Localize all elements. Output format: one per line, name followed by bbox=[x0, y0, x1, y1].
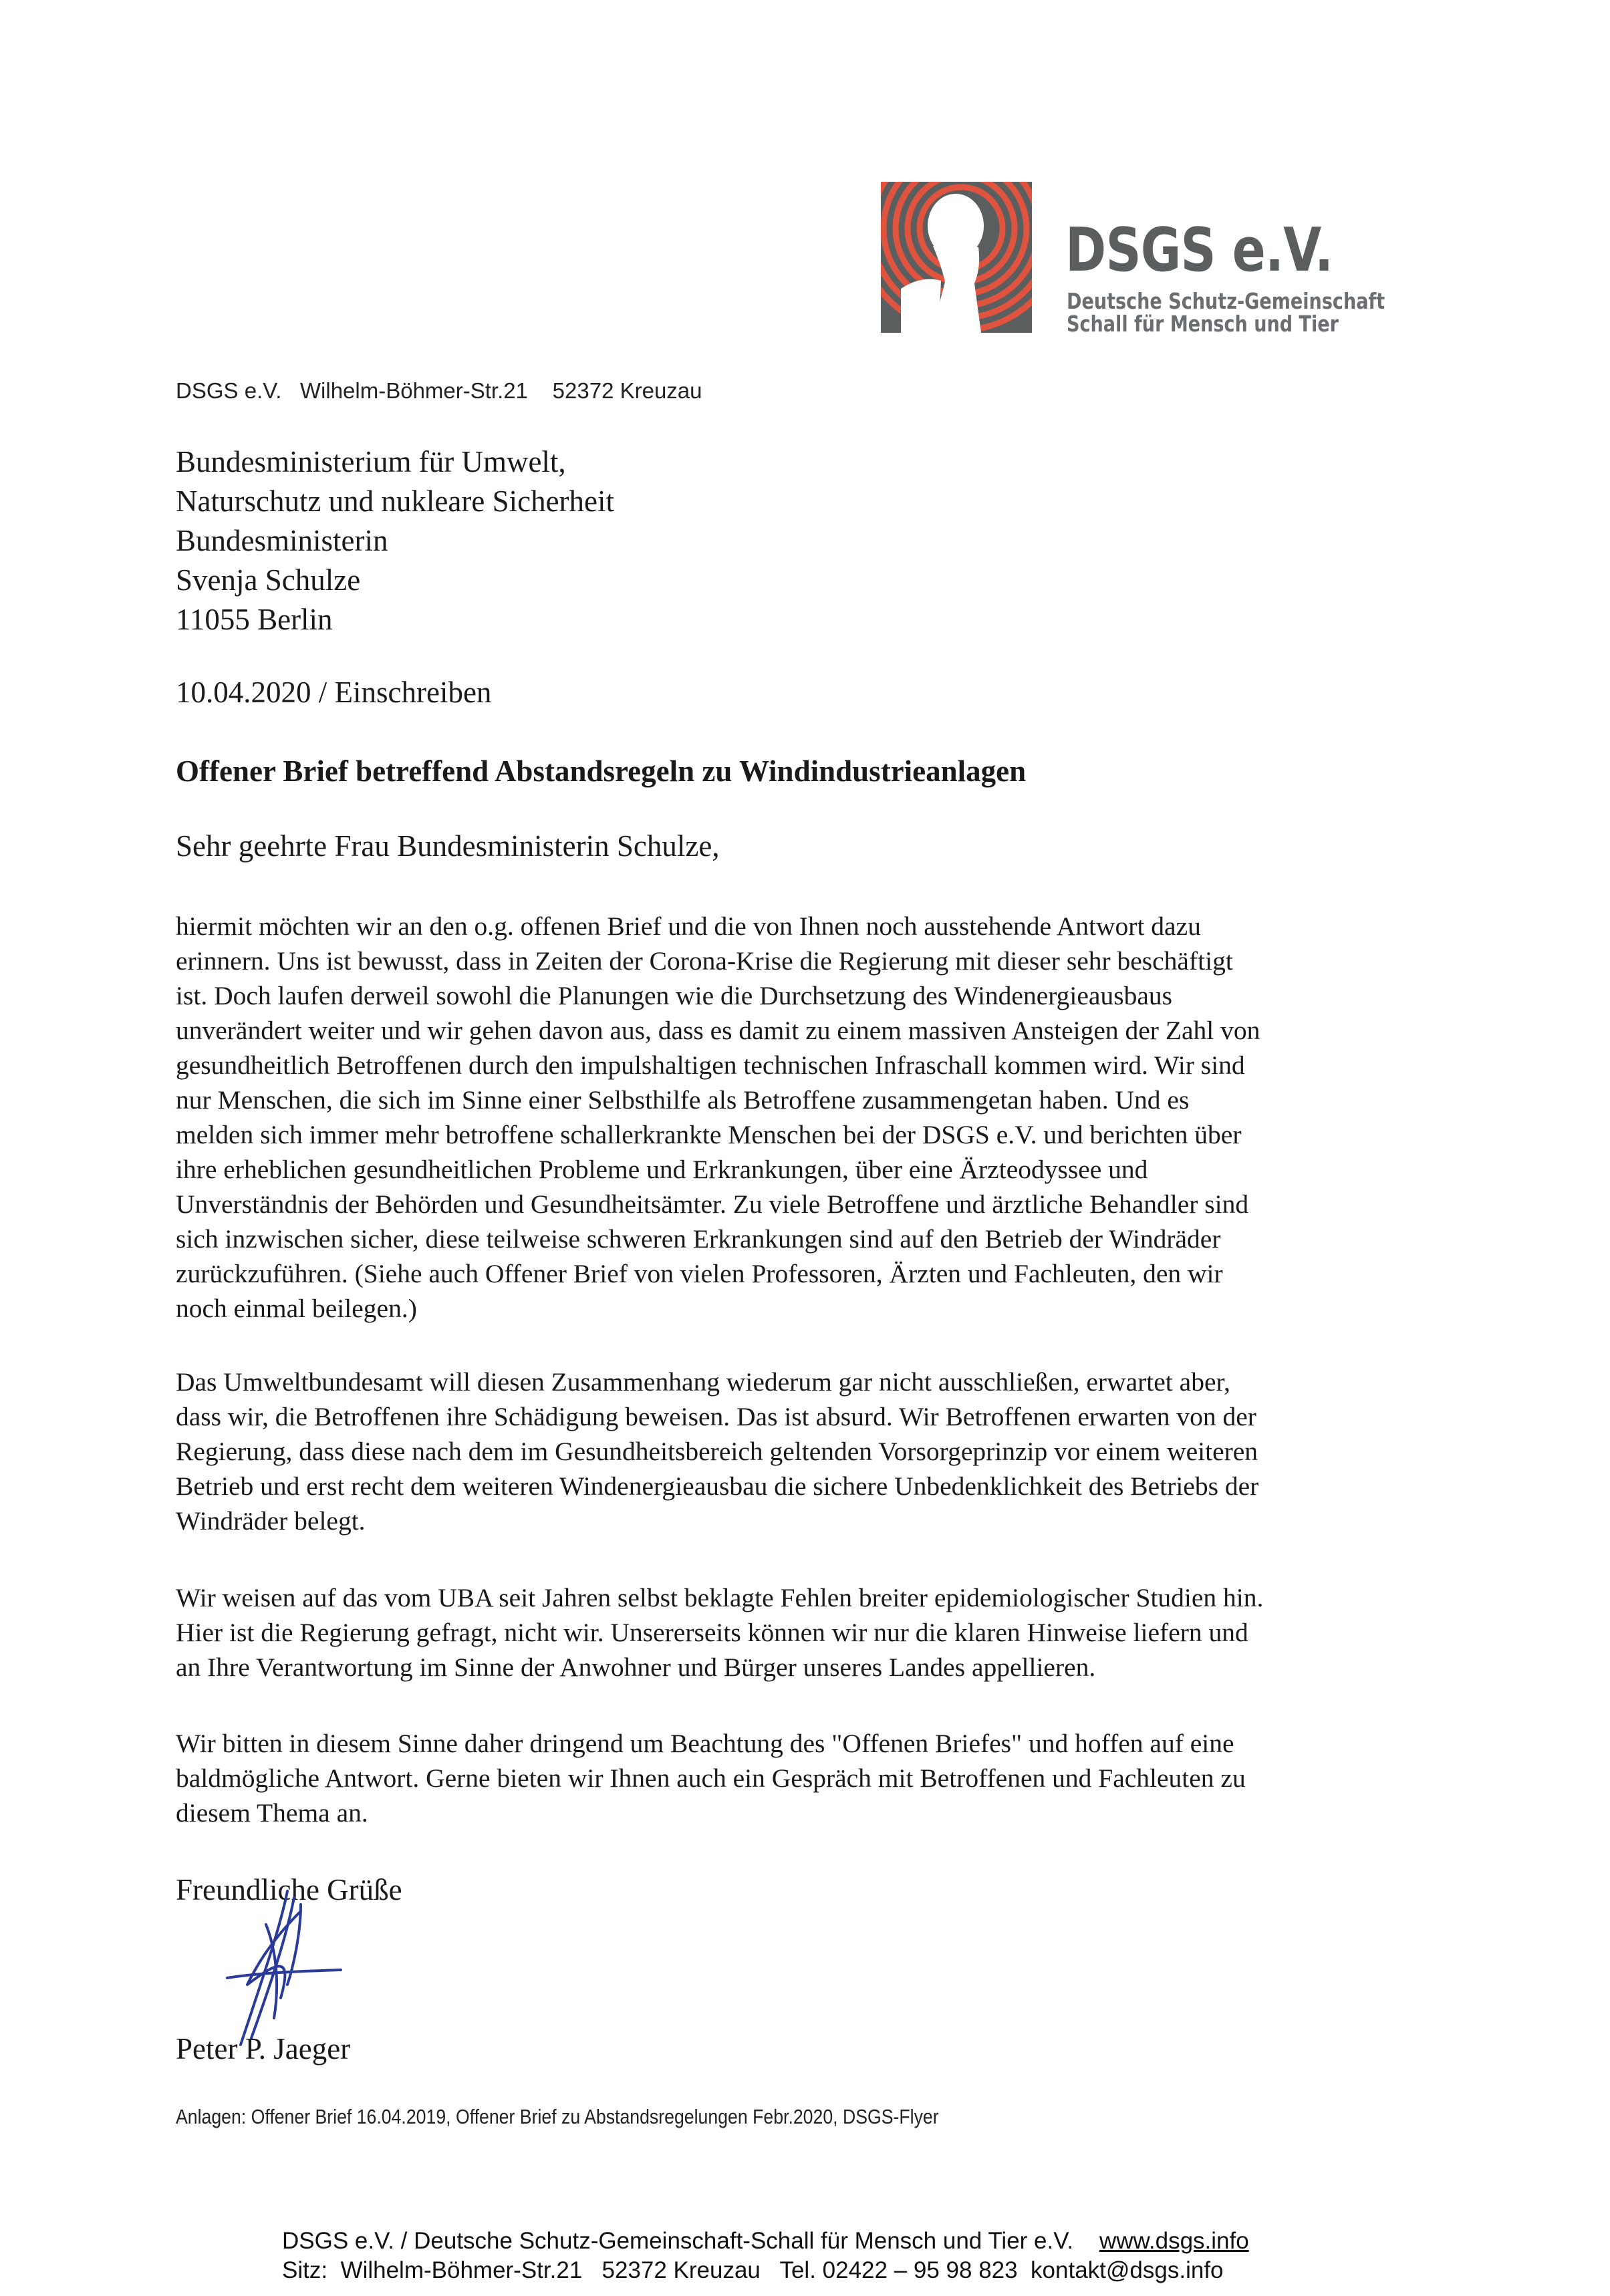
paragraph-line: Das Umweltbundesamt will diesen Zusammenhang wiederum gar nicht ausschließen, erwartet aber, bbox=[176, 1367, 1230, 1397]
paragraph-line: zurückzuführen. (Siehe auch Offener Brief von vielen Professoren, Ärzten und Fachleuten, den wir bbox=[176, 1259, 1223, 1288]
logo-title: DSGS e.V. bbox=[1065, 215, 1333, 285]
recipient-line: Bundesministerin bbox=[176, 524, 388, 557]
sender-address-line bbox=[176, 378, 702, 404]
letter-subject: Offener Brief betreffend Abstandsregeln zu Windindustrieanlagen bbox=[176, 754, 1027, 788]
recipient-line: Bundesministerium für Umwelt, bbox=[176, 445, 566, 478]
paragraph-line: baldmögliche Antwort. Gerne bieten wir Ihnen auch ein Gespräch mit Betroffenen und Fachleuten zu bbox=[176, 1763, 1246, 1793]
website-link[interactable]: www.dsgs.info bbox=[1099, 2228, 1249, 2254]
footer-line-1 bbox=[282, 2228, 1249, 2255]
paragraph-line: hiermit möchten wir an den o.g. offenen Brief und die von Ihnen noch ausstehende Antwort dazu bbox=[176, 911, 1201, 941]
body-paragraph bbox=[176, 1365, 1258, 1538]
footer-street: Wilhelm-Böhmer-Str.21 bbox=[340, 2257, 583, 2283]
paragraph-line: unverändert weiter und wir gehen davon aus, dass es damit zu einem massiven Ansteigen der Zahl von bbox=[176, 1016, 1260, 1045]
footer-city: 52372 Kreuzau bbox=[601, 2257, 761, 2283]
paragraph-line: diesem Thema an. bbox=[176, 1798, 368, 1828]
footer-line-2 bbox=[282, 2257, 1224, 2284]
date-line: 10.04.2020 / Einschreiben bbox=[176, 676, 492, 709]
body-paragraph bbox=[176, 1580, 1263, 1685]
sender-org: DSGS e.V. bbox=[176, 378, 282, 403]
logo-subtitle-line1: Deutsche Schutz-Gemeinschaft bbox=[1067, 288, 1385, 314]
dsgs-logo bbox=[881, 182, 1402, 335]
closing: Freundliche Grüße bbox=[176, 1873, 402, 1906]
paragraph-line: dass wir, die Betroffenen ihre Schädigung beweisen. Das ist absurd. Wir Betroffenen erwarten von der bbox=[176, 1402, 1256, 1431]
paragraph-line: gesundheitlich Betroffenen durch den impulshaltigen technischen Infraschall kommen wird. Wir sind bbox=[176, 1050, 1245, 1080]
paragraph-line: erinnern. Uns ist bewusst, dass in Zeiten der Corona-Krise die Regierung mit dieser sehr beschäftigt bbox=[176, 946, 1233, 976]
body-paragraph bbox=[176, 909, 1260, 1326]
recipient-address bbox=[176, 442, 614, 639]
footer-seat-label: Sitz: bbox=[282, 2257, 328, 2283]
paragraph-line: Wir bitten in diesem Sinne daher dringend um Beachtung des "Offenen Briefes" und hoffen auf eine bbox=[176, 1729, 1234, 1758]
paragraph-line: sich inzwischen sicher, diese teilweise schweren Erkrankungen sind auf den Betrieb der Windräder bbox=[176, 1224, 1221, 1254]
signer-name: Peter P. Jaeger bbox=[176, 2032, 351, 2065]
paragraph-line: melden sich immer mehr betroffene schallerkrankte Menschen bei der DSGS e.V. und berichten über bbox=[176, 1120, 1242, 1149]
recipient-line: Naturschutz und nukleare Sicherheit bbox=[176, 484, 615, 518]
footer-org: DSGS e.V. / Deutsche Schutz-Gemeinschaft-Schall für Mensch und Tier e.V. bbox=[282, 2228, 1074, 2254]
paragraph-line: Wir weisen auf das vom UBA seit Jahren selbst beklagte Fehlen breiter epidemiologischer Studien hin. bbox=[176, 1583, 1264, 1612]
paragraph-line: Hier ist die Regierung gefragt, nicht wir. Unsererseits können wir nur die klaren Hinweise liefern und bbox=[176, 1618, 1248, 1647]
paragraph-line: an Ihre Verantwortung im Sinne der Anwohner und Bürger unseres Landes appellieren. bbox=[176, 1653, 1096, 1682]
sender-city: 52372 Kreuzau bbox=[552, 378, 702, 403]
footer-phone: Tel. 02422 – 95 98 823 bbox=[779, 2257, 1018, 2283]
paragraph-line: noch einmal beilegen.) bbox=[176, 1294, 417, 1323]
recipient-line: Svenja Schulze bbox=[176, 563, 361, 597]
paragraph-line: Betrieb und erst recht dem weiteren Windenergieausbau die sichere Unbedenklichkeit des Betriebs der bbox=[176, 1471, 1259, 1501]
paragraph-line: Windräder belegt. bbox=[176, 1506, 366, 1536]
paragraph-line: nur Menschen, die sich im Sinne einer Selbsthilfe als Betroffene zusammengetan haben. Und es bbox=[176, 1085, 1190, 1115]
sender-street: Wilhelm-Böhmer-Str.21 bbox=[299, 378, 528, 403]
paragraph-line: Regierung, dass diese nach dem im Gesundheitsbereich geltenden Vorsorgeprinzip vor einem weiteren bbox=[176, 1437, 1258, 1466]
paragraph-line: Unverständnis der Behörden und Gesundheitsämter. Zu viele Betroffene und ärztliche Behandler sind bbox=[176, 1189, 1249, 1219]
recipient-line: 11055 Berlin bbox=[176, 603, 333, 636]
logo-mark-icon bbox=[881, 182, 1032, 333]
attachments-line: Anlagen: Offener Brief 16.04.2019, Offener Brief zu Abstandsregelungen Febr.2020, DSGS-Flyer bbox=[176, 2105, 939, 2128]
salutation: Sehr geehrte Frau Bundesministerin Schulze, bbox=[176, 829, 720, 863]
paragraph-line: ist. Doch laufen derweil sowohl die Planungen wie die Durchsetzung des Windenergieausbaus bbox=[176, 981, 1172, 1010]
logo-subtitle-line2: Schall für Mensch und Tier bbox=[1067, 311, 1339, 337]
paragraph-line: ihre erheblichen gesundheitlichen Probleme und Erkrankungen, über eine Ärzteodyssee und bbox=[176, 1155, 1148, 1184]
footer-email[interactable]: kontakt@dsgs.info bbox=[1031, 2257, 1224, 2283]
body-paragraph bbox=[176, 1726, 1246, 1830]
